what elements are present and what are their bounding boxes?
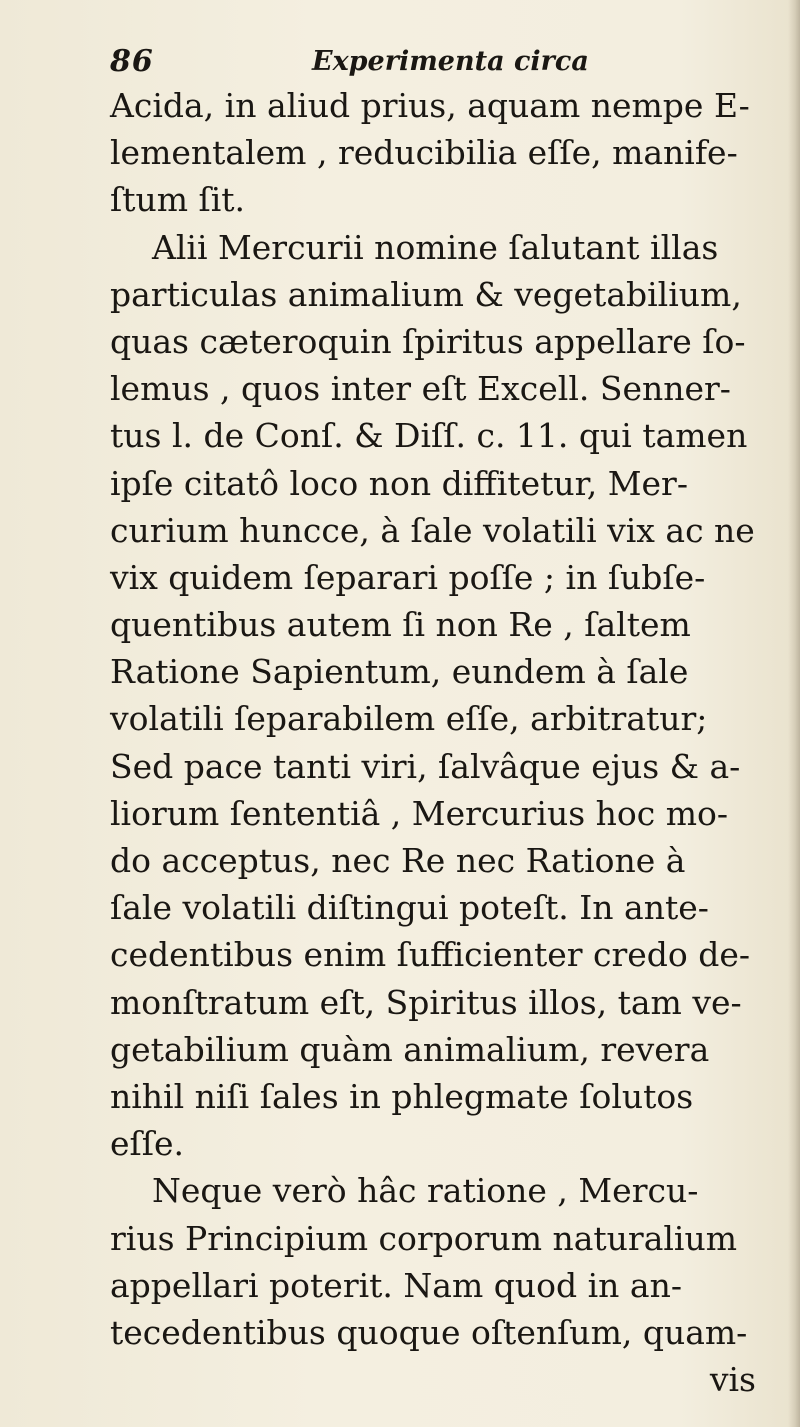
text-line: Alii Mercurii nomine ſalutant illas [152, 227, 719, 267]
text-line: appellari poterit. Nam quod in an- [110, 1265, 682, 1305]
text-line: Neque verò hâc ratione , Mercu- [152, 1171, 699, 1211]
text-line: particulas animalium & vegetabilium, [110, 274, 742, 314]
running-head: Experimenta circa [312, 46, 589, 77]
text-line: volatili ſeparabilem eſſe, arbitratur; [110, 699, 708, 739]
text-line: curium huncce, à ſale volatili vix ac ne [110, 510, 755, 550]
text-line: do acceptus, nec Re nec Ratione à [110, 841, 686, 880]
catchword: vis [709, 1360, 756, 1400]
text-line: Ratione Sapientum, eundem à ſale [110, 652, 689, 692]
page-header [110, 44, 750, 84]
text-line: tus l. de Conſ. & Diſſ. c. 11. qui tamen [110, 416, 748, 456]
text-line: tecedentibus quoque oſtenſum, quam- [110, 1312, 748, 1352]
text-line: Sed pace tanti viri, ſalvâque ejus & a- [110, 746, 741, 786]
text-line: quentibus autem ſi non Re , ſaltem [110, 605, 691, 645]
body-text [110, 82, 770, 1403]
text-line: lemus , quos inter eſt Excell. Senner- [110, 369, 731, 409]
text-line: getabilium quàm animalium, revera [110, 1029, 710, 1069]
text-line: vix quidem ſeparari poſſe ; in ſubſe- [110, 557, 706, 597]
text-line: liorum ſententiâ , Mercurius hoc mo- [110, 793, 729, 833]
text-line: nihil niſi ſales in phlegmate ſolutos [110, 1076, 694, 1116]
text-line: cedentibus enim ſufficienter credo de- [110, 935, 751, 975]
text-line: eſſe. [110, 1124, 184, 1164]
text-line: Acida, in aliud prius, aquam nempe E- [110, 86, 750, 125]
page-number: 86 [110, 44, 154, 79]
text-line: ſtum ſit. [110, 180, 246, 220]
text-line: monſtratum eſt, Spiritus illos, tam ve- [110, 982, 742, 1022]
text-line: lementalem , reducibilia eſſe, manife- [110, 133, 738, 173]
text-line: rius Principium corporum naturalium [110, 1218, 738, 1258]
page-edge-shadow [788, 0, 800, 1427]
text-line: ſale volatili diſtingui poteſt. In ante- [110, 888, 709, 928]
text-line: quas cæteroquin ſpiritus appellare ſo- [110, 321, 746, 361]
text-line: ipſe citatô loco non diffitetur, Mer- [110, 463, 688, 503]
